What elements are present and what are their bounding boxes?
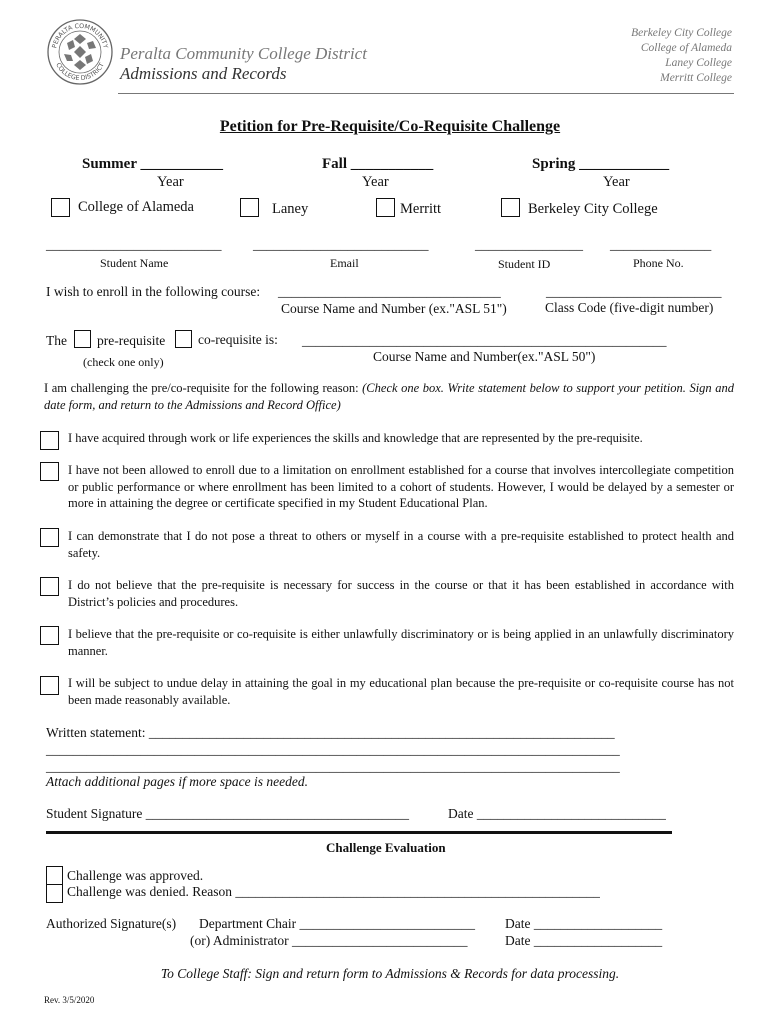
form-title: Petition for Pre-Requisite/Co-Requisite Challenge [219,118,561,135]
college-list-item: Laney College [665,57,732,69]
written-statement-line[interactable]: _____________________________________________________________________________________ [46,742,620,757]
student-name-label: Student Name [100,256,169,270]
course-name-field[interactable]: _________________________________ [278,284,501,299]
berkeley-city-college-label: Berkeley City College [528,201,658,217]
class-code-label: Class Code (five-digit number) [545,300,714,315]
svg-text:COLLEGE DISTRICT: COLLEGE DISTRICT [54,61,106,83]
evaluation-heading: Challenge Evaluation [326,840,446,855]
phone-label: Phone No. [633,256,684,270]
year-label: Year [603,174,630,190]
pre-requisite-label: pre-requisite [97,333,166,348]
written-statement-field[interactable]: Written statement: _____________________________________________________________________ [46,725,615,740]
date-field[interactable]: Date ____________________________ [448,806,666,821]
reason-checkbox[interactable] [40,528,59,547]
class-code-field[interactable]: __________________________ [546,284,722,299]
check-one-note: (check one only) [83,355,164,369]
reason-checkbox[interactable] [40,431,59,450]
college-of-alameda-checkbox[interactable] [51,198,70,217]
student-id-label: Student ID [498,257,551,271]
college-list-item: College of Alameda [640,42,732,54]
instruction-text [44,380,734,413]
evaluation-divider [46,831,672,834]
challenge-approved-checkbox[interactable] [46,866,63,885]
chair-date-field[interactable]: Date ___________________ [505,916,663,931]
peralta-seal-logo [46,18,114,86]
reason-text: I believe that the pre-requisite or co-requisite is either unlawfully discriminatory or is being applied in an unlawfully discriminatory manner. [68,627,734,658]
revision-date: Rev. 3/5/2020 [44,995,95,1005]
college-list [631,26,732,86]
college-list-item: Merritt College [660,72,732,84]
laney-checkbox[interactable] [240,198,259,217]
reason-text: I will be subject to undue delay in attaining the goal in my educational plan because the pre-requisite or co-requisite course has not been made reasonably available. [68,676,734,707]
year-label: Year [362,174,389,190]
student-name-field[interactable]: __________________________ [46,237,222,252]
course-name-label: Course Name and Number (ex."ASL 51") [281,301,507,316]
pre-requisite-checkbox[interactable] [74,330,91,348]
phone-field[interactable]: _______________ [610,237,712,252]
attach-pages-note: Attach additional pages if more space is needed. [46,774,308,789]
student-id-field[interactable]: ________________ [475,237,583,252]
college-list-item: Berkeley City College [631,27,732,39]
authorized-signatures-label: Authorized Signature(s) [46,916,177,931]
reason-checkbox[interactable] [40,626,59,645]
student-signature-field[interactable]: Student Signature _______________________________________ [46,806,409,821]
merritt-checkbox[interactable] [376,198,395,217]
svg-text:PERALTA COMMUNITY: PERALTA COMMUNITY [51,22,109,49]
reason-checkbox[interactable] [40,577,59,596]
reason-checkbox[interactable] [40,676,59,695]
college-of-alameda-label: College of Alameda [78,199,194,215]
merritt-label: Merritt [400,201,442,217]
the-label: The [46,333,67,348]
berkeley-city-college-checkbox[interactable] [501,198,520,217]
reason-checkbox[interactable] [40,462,59,481]
spring-term-field[interactable]: Spring ____________ [532,156,670,172]
reason-text: I have not been allowed to enroll due to a limitation on enrollment established for a course that involves intercollegiate competition or public performance or where enrollment has been limited to a cohort of students. However, I would be delayed by a semester or more in attaining the degree or certificate specified in my Student Educational Plan. [68,463,734,510]
reason-text: I do not believe that the pre-requisite is necessary for success in the course or that it has been established in accordance with District’s policies and procedures. [68,578,734,609]
department-chair-field[interactable]: Department Chair __________________________ [199,916,475,931]
instruction-lead: I am challenging the pre/co-requisite for the following reason: [44,381,359,395]
laney-label: Laney [272,201,309,217]
reason-text: I can demonstrate that I do not pose a threat to others or myself in a course with a pre-requisite established to protect health and safety. [68,529,734,560]
district-name: Peralta Community College District [120,44,367,63]
instruction-italic: (Check one box. Write statement below to support your petition. Sign and date form, and return to the Admissions and Record Office) [44,381,734,412]
header-divider [118,93,734,94]
office-name: Admissions and Records [120,64,287,83]
co-requisite-checkbox[interactable] [175,330,192,348]
email-field[interactable]: __________________________ [253,237,429,252]
year-label: Year [157,174,184,190]
requisite-course-label: Course Name and Number(ex."ASL 50") [373,349,596,364]
email-label: Email [330,256,359,270]
administrator-field[interactable]: (or) Administrator __________________________ [190,933,468,948]
requisite-course-field[interactable]: ______________________________________________________ [302,333,667,348]
staff-instruction: To College Staff: Sign and return form to Admissions & Records for data processing. [160,966,620,981]
written-statement-line[interactable]: _____________________________________________________________________________________ [46,759,620,774]
challenge-denied-checkbox[interactable] [46,884,63,903]
co-requisite-label: co-requisite is: [198,332,278,347]
enroll-course-text: I wish to enroll in the following course: [46,284,261,299]
fall-term-field[interactable]: Fall ___________ [322,156,434,172]
summer-term-field[interactable]: Summer ___________ [82,156,223,172]
challenge-approved-label: Challenge was approved. [67,868,204,883]
reason-text: I have acquired through work or life experiences the skills and knowledge that are represented by the pre-requisite. [68,431,643,445]
challenge-denied-field[interactable]: Challenge was denied. Reason ______________________________________________________ [67,884,600,899]
admin-date-field[interactable]: Date ___________________ [505,933,663,948]
